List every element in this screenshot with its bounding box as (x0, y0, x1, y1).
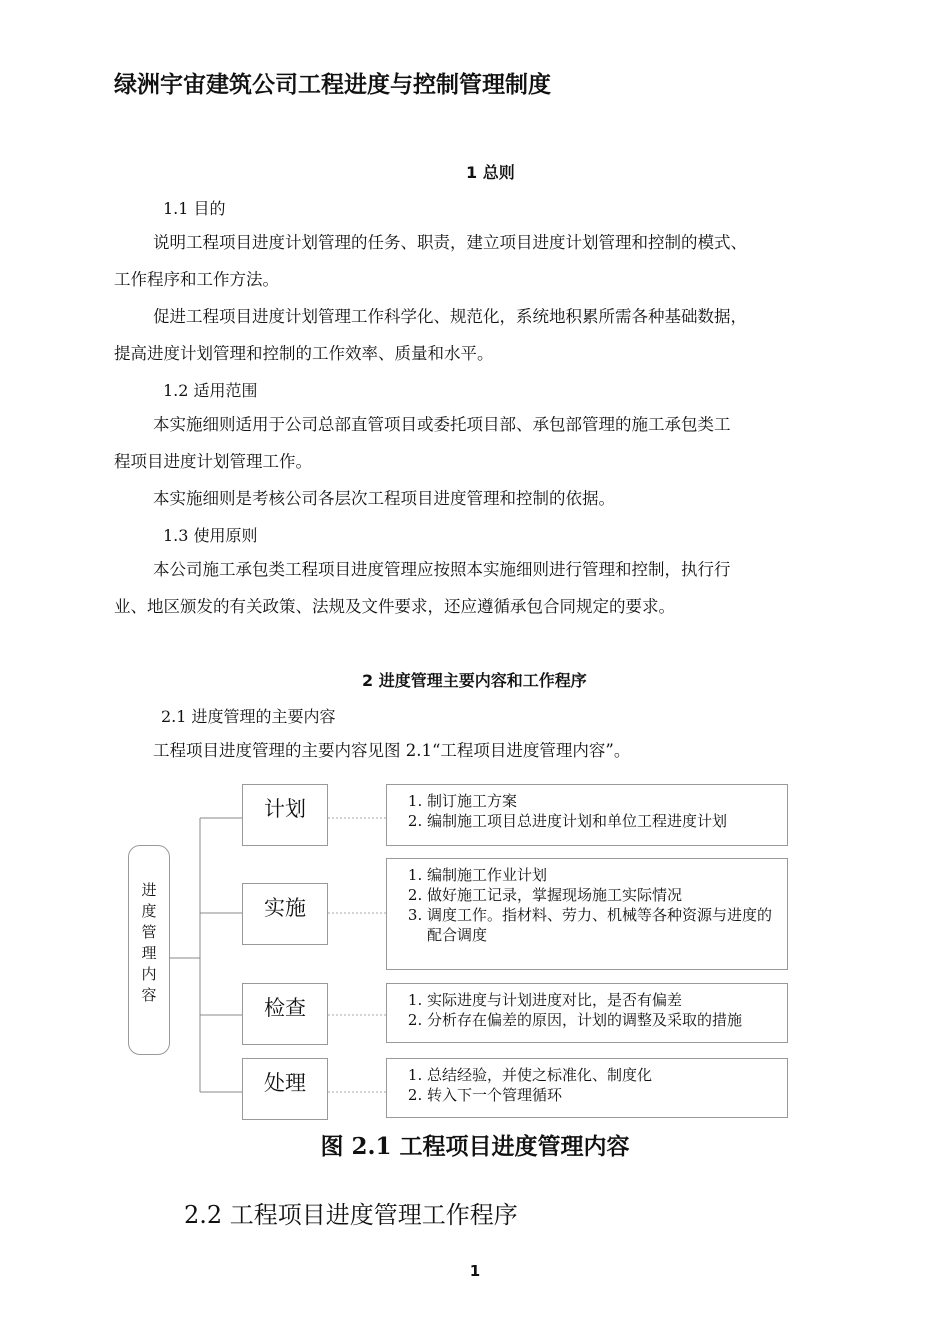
stage-label: 计划 (264, 797, 306, 821)
root-char: 度 (141, 902, 157, 920)
stage-check-box (242, 983, 328, 1045)
detail-item: 1. 实际进度与计划进度对比，是否有偏差 (427, 990, 787, 1010)
figure-caption: 图 2.1 工程项目进度管理内容 (320, 1133, 630, 1160)
implement-details-box (386, 858, 788, 970)
handle-details-box (386, 1058, 788, 1118)
paragraph-line: 程项目进度计划管理工作。 (114, 452, 312, 471)
root-char: 内 (141, 965, 157, 983)
root-char: 管 (141, 923, 157, 941)
root-char: 理 (141, 944, 157, 962)
root-char: 容 (141, 986, 157, 1004)
page-number: 1 (469, 1262, 481, 1280)
detail-item: 1. 总结经验，并使之标准化、制度化 (427, 1065, 787, 1085)
detail-item: 2. 分析存在偏差的原因，计划的调整及采取的措施 (427, 1010, 779, 1030)
paragraph-line: 工作程序和工作方法。 (114, 270, 279, 289)
section-1-1-heading: 1.1 目的 (163, 199, 226, 218)
plan-details-box (386, 784, 788, 846)
stage-handle-box (242, 1058, 328, 1120)
paragraph-line: 说明工程项目进度计划管理的任务、职责，建立项目进度计划管理和控制的模式、 (153, 233, 747, 252)
detail-item: 2. 做好施工记录，掌握现场施工实际情况 (427, 885, 787, 905)
stage-label: 检查 (264, 996, 306, 1020)
stage-plan-box (242, 784, 328, 846)
root-label (128, 880, 170, 1006)
paragraph-line: 工程项目进度管理的主要内容见图 2.1“工程项目进度管理内容”。 (153, 741, 631, 760)
document-title: 绿洲宇宙建筑公司工程进度与控制管理制度 (114, 72, 551, 98)
paragraph-line: 促进工程项目进度计划管理工作科学化、规范化，系统地积累所需各种基础数据， (153, 307, 747, 326)
stage-label: 实施 (264, 896, 306, 920)
paragraph-line: 本公司施工承包类工程项目进度管理应按照本实施细则进行管理和控制，执行行 (153, 560, 731, 579)
detail-item: 3. 调度工作。指材料、劳力、机械等各种资源与进度的配合调度 (427, 905, 775, 945)
check-details-box (386, 983, 788, 1043)
section-2-2-heading: 2.2 工程项目进度管理工作程序 (184, 1201, 518, 1229)
detail-item: 2. 编制施工项目总进度计划和单位工程进度计划 (427, 811, 787, 831)
paragraph-line: 本实施细则适用于公司总部直管项目或委托项目部、承包部管理的施工承包类工 (153, 415, 731, 434)
section-1-heading: 1 总则 (466, 163, 515, 182)
root-char: 进 (141, 881, 157, 899)
stage-label: 处理 (264, 1071, 306, 1095)
detail-item: 2. 转入下一个管理循环 (427, 1085, 787, 1105)
section-1-2-heading: 1.2 适用范围 (163, 381, 258, 400)
paragraph-line: 业、地区颁发的有关政策、法规及文件要求，还应遵循承包合同规定的要求。 (114, 597, 675, 616)
stage-implement-box (242, 883, 328, 945)
paragraph-line: 提高进度计划管理和控制的工作效率、质量和水平。 (114, 344, 494, 363)
section-2-1-heading: 2.1 进度管理的主要内容 (161, 707, 336, 726)
paragraph-line: 本实施细则是考核公司各层次工程项目进度管理和控制的依据。 (153, 489, 615, 508)
detail-item: 1. 制订施工方案 (427, 791, 787, 811)
section-1-3-heading: 1.3 使用原则 (163, 526, 258, 545)
detail-item: 1. 编制施工作业计划 (427, 865, 787, 885)
section-2-heading: 2 进度管理主要内容和工作程序 (362, 671, 587, 690)
